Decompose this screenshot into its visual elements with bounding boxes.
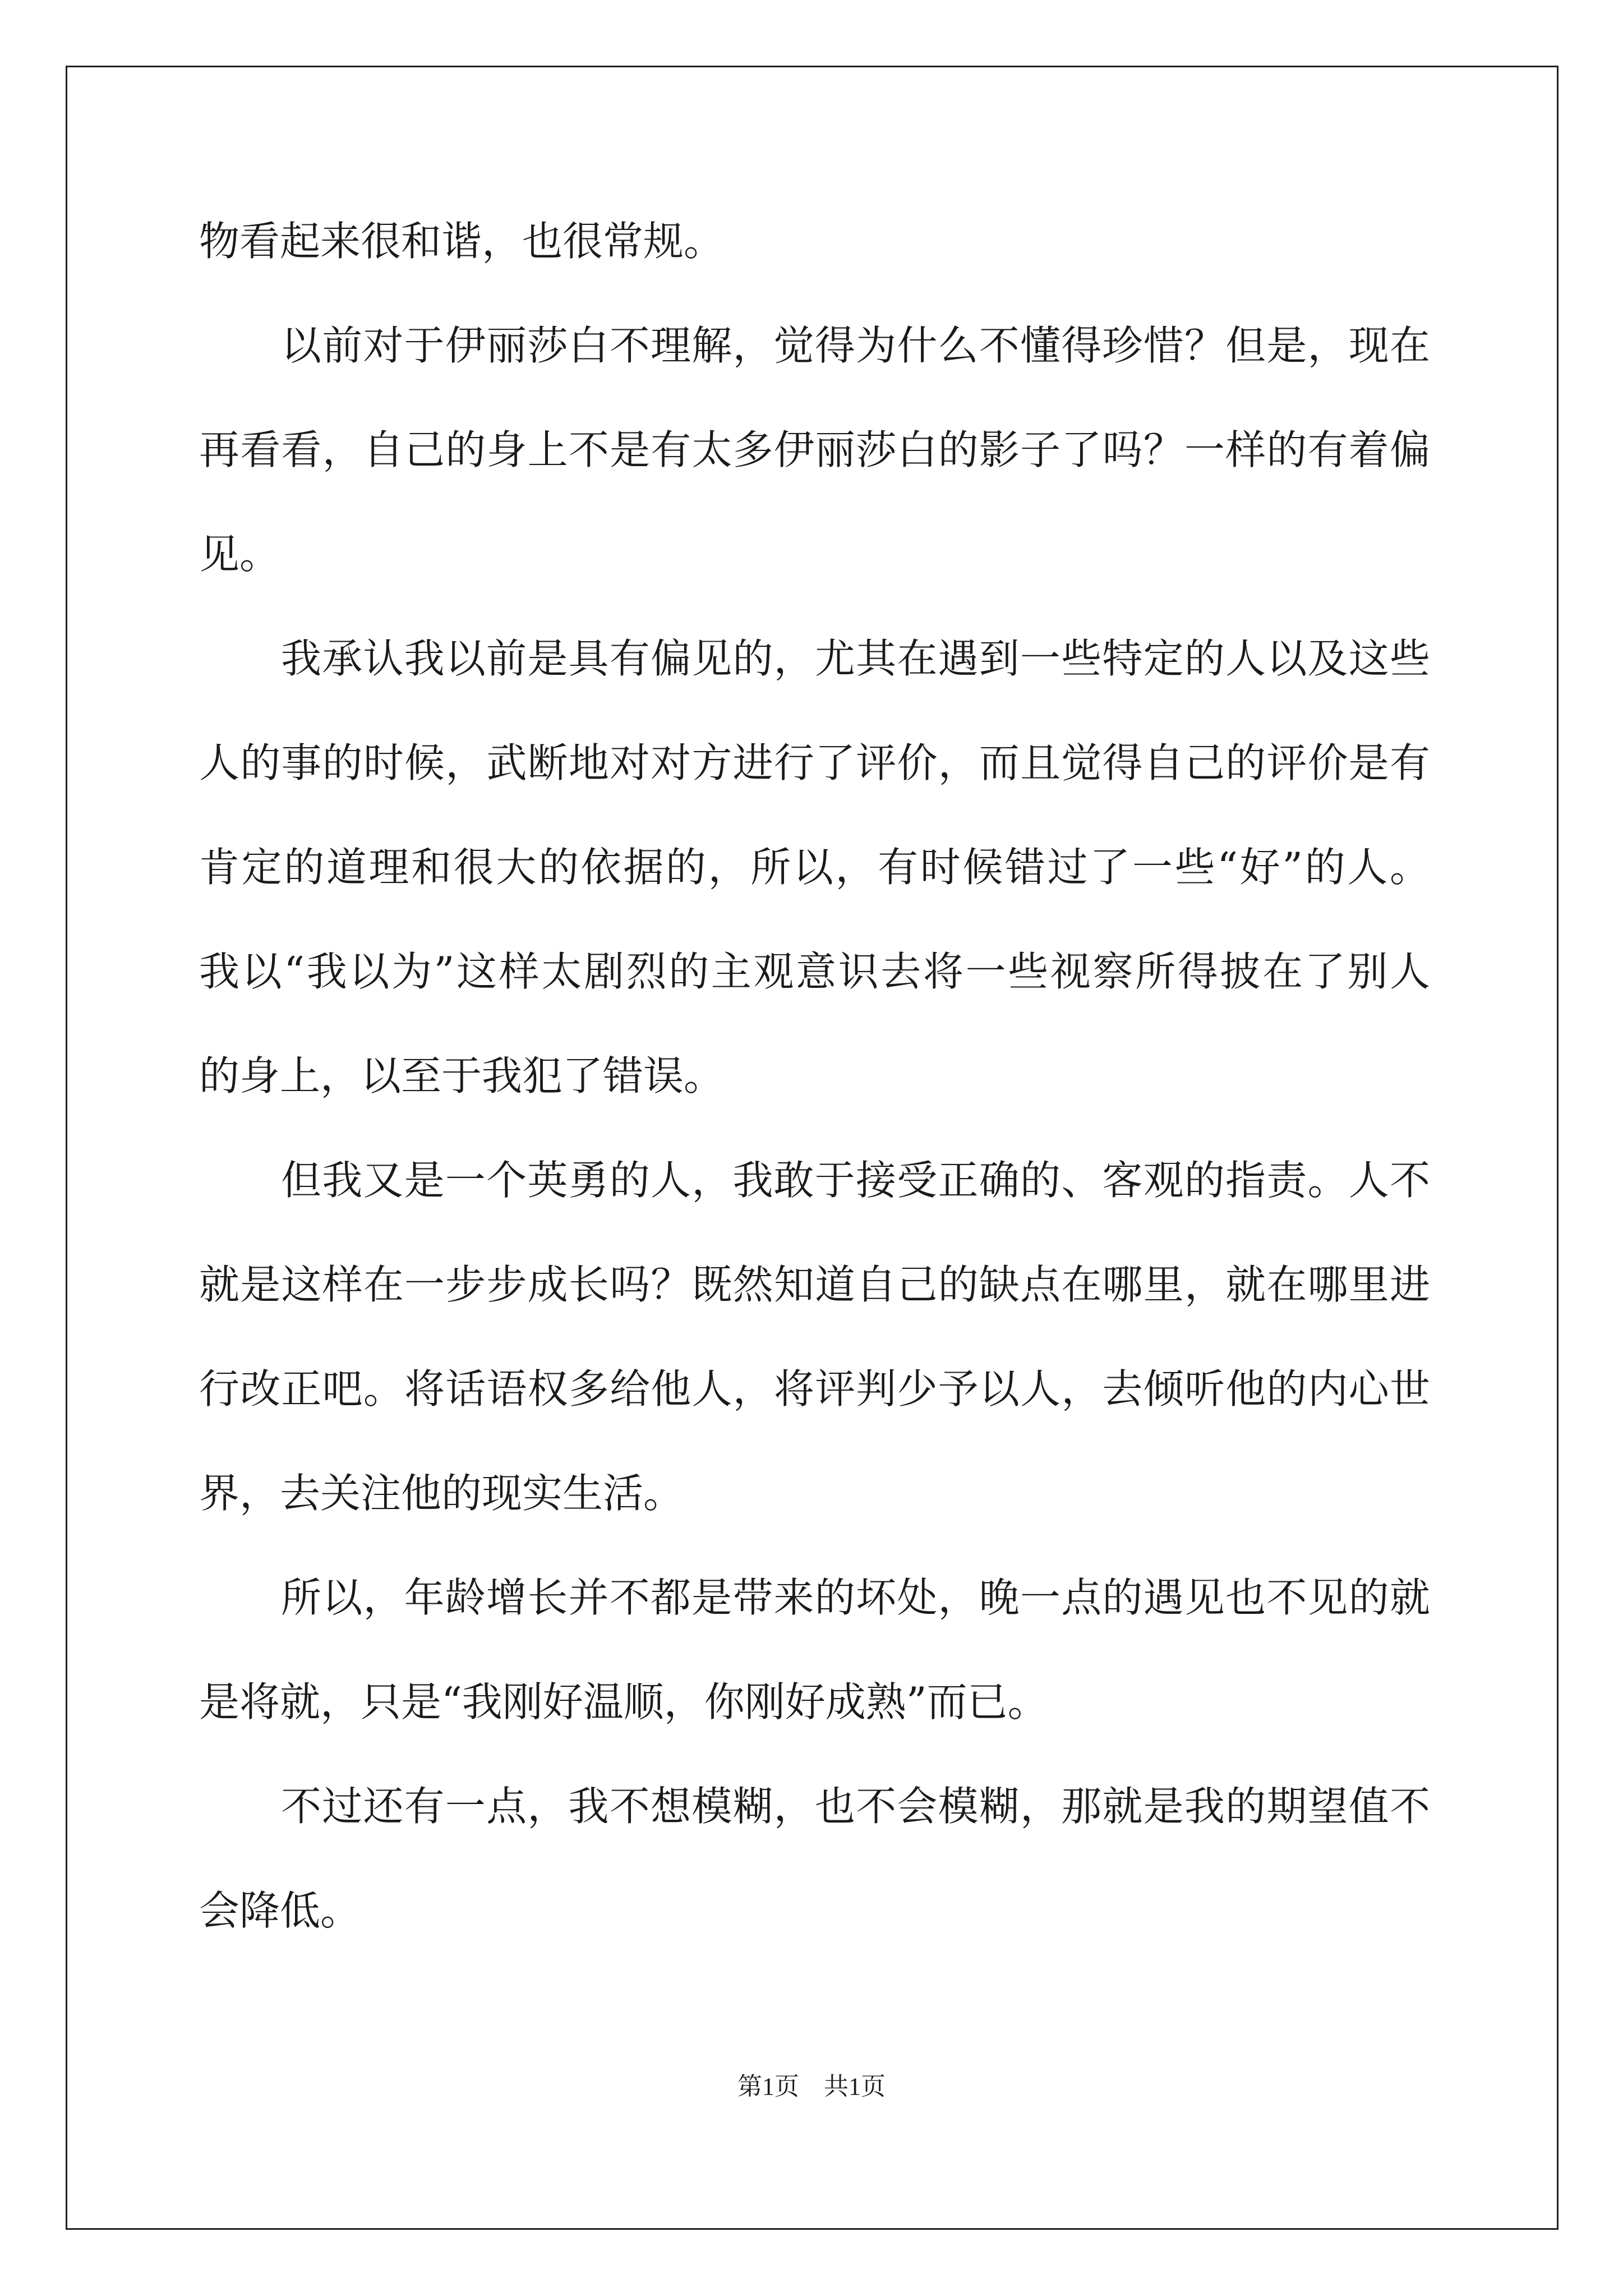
text-line: 的身上，以至于我犯了错误。 [199,1052,725,1099]
text-line: 会降低。 [199,1887,361,1934]
text-line: 是将就，只是“我刚好温顺，你刚好成熟”而已。 [199,1678,1048,1726]
page-total: 共1页 [824,2073,886,2100]
text-line: 不过还有一点，我不想模糊，也不会模糊，那就是我的期望值不 [281,1783,1430,1830]
text-line: 行改正吧。将话语权多给他人，将评判少予以人，去倾听他的内心世 [199,1365,1430,1412]
page-number: 第1页 [737,2073,799,2100]
page-footer [0,2070,1623,2104]
text-line: 所以，年龄增长并不都是带来的坏处，晚一点的遇见也不见的就 [281,1574,1430,1621]
text-line: 我以“我以为”这样太剧烈的主观意识去将一些视察所得披在了别人 [199,948,1430,995]
text-line: 界，去关注他的现实生活。 [199,1470,684,1517]
text-line: 人的事的时候，武断地对对方进行了评价，而且觉得自己的评价是有 [199,739,1430,786]
text-line: 以前对于伊丽莎白不理解，觉得为什么不懂得珍惜？但是，现在 [281,322,1430,369]
text-line: 物看起来很和谐，也很常规。 [199,218,725,265]
text-line: 就是这样在一步步成长吗？既然知道自己的缺点在哪里，就在哪里进 [199,1261,1430,1308]
text-line: 但我又是一个英勇的人，我敢于接受正确的、客观的指责。人不 [281,1157,1430,1204]
text-line: 我承认我以前是具有偏见的，尤其在遇到一些特定的人以及这些 [281,635,1430,682]
text-line: 再看看，自己的身上不是有太多伊丽莎白的影子了吗？一样的有着偏 [199,426,1430,473]
text-line: 见。 [199,531,280,578]
text-line: 肯定的道理和很大的依据的，所以，有时候错过了一些“好”的人。 [199,844,1430,891]
